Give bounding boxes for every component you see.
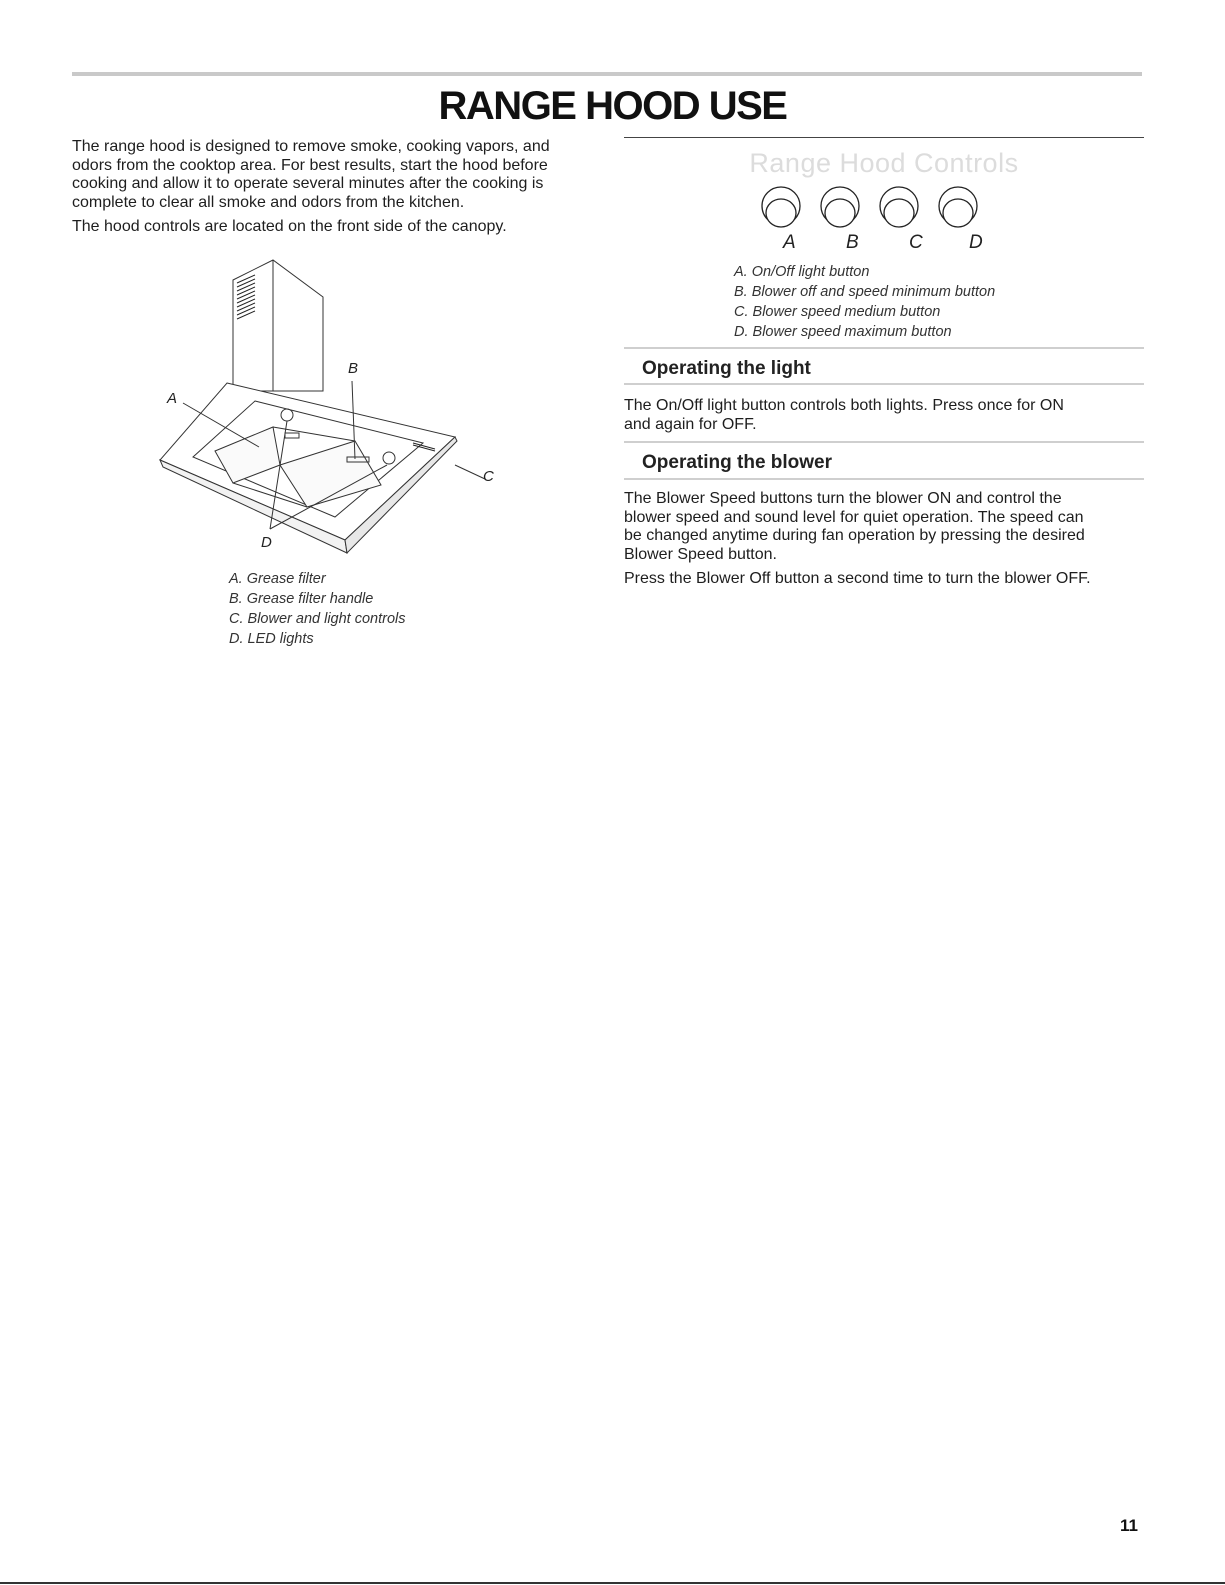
legend-item: B. Grease filter handle: [229, 591, 374, 607]
section-rule: [624, 478, 1144, 480]
page-number: 11: [1120, 1516, 1138, 1535]
intro-paragraph: The hood controls are located on the front side of the canopy.: [72, 218, 507, 235]
section-body-blower: [624, 490, 1094, 595]
legend-item: D. LED lights: [229, 631, 314, 647]
control-button-b: [821, 187, 859, 227]
section-paragraph: Press the Blower Off button a second time to turn the blower OFF.: [624, 570, 1091, 587]
section-heading-light: Operating the light: [642, 358, 811, 379]
control-button-d: [939, 187, 977, 227]
hood-figure-legend: [229, 569, 406, 649]
section-rule: [624, 383, 1144, 385]
button-letter-a: A: [783, 232, 796, 253]
legend-item: D. Blower speed maximum button: [734, 324, 952, 340]
intro-paragraph: The range hood is designed to remove smoke, cooking vapors, and odors from the cooktop area. For best results, start the hood before cooking and allow it to operate several minutes after the cooking is complete to clear all smoke and odors from the kitchen.: [72, 138, 550, 211]
section-body-light: [624, 397, 1094, 440]
section-rule: [624, 347, 1144, 349]
intro-column: [72, 138, 592, 243]
section-heading-blower: Operating the blower: [642, 452, 833, 473]
section-rule: [624, 441, 1144, 443]
control-button-c: [880, 187, 918, 227]
controls-legend: [734, 262, 995, 342]
top-rule: [72, 72, 1142, 76]
section-paragraph: The Blower Speed buttons turn the blower ON and control the blower speed and sound level for quiet operation. The speed can be changed anytime during fan operation by pressing the desired Blower Speed button.: [624, 490, 1085, 563]
callout-c: C: [483, 468, 494, 485]
callout-a: A: [167, 390, 178, 407]
legend-item: A. Grease filter: [229, 571, 326, 587]
legend-item: B. Blower off and speed minimum button: [734, 284, 996, 300]
bottom-rule: [0, 1582, 1225, 1584]
button-letter-c: C: [909, 232, 923, 253]
section-paragraph: The On/Off light button controls both lights. Press once for ON and again for OFF.: [624, 397, 1064, 433]
callout-d: D: [261, 534, 272, 551]
right-column-rule: [624, 137, 1144, 138]
button-letter-b: B: [846, 232, 859, 253]
page-title: RANGE HOOD USE: [438, 84, 787, 128]
legend-item: C. Blower speed medium button: [734, 304, 941, 320]
control-buttons-illustration: [760, 186, 1000, 234]
legend-item: C. Blower and light controls: [229, 611, 406, 627]
button-letter-d: D: [969, 232, 983, 253]
control-button-a: [762, 187, 800, 227]
legend-item: A. On/Off light button: [734, 264, 870, 280]
range-hood-illustration: [155, 255, 515, 555]
controls-title: Range Hood Controls: [749, 148, 1019, 178]
callout-b: B: [348, 360, 359, 377]
